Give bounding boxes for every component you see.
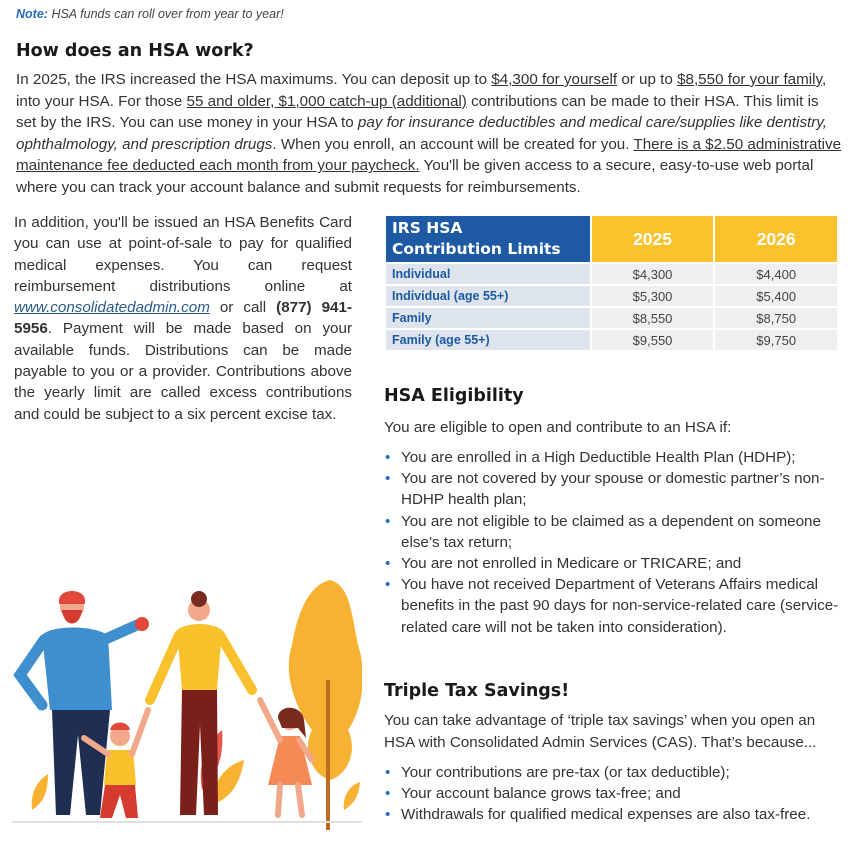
row-label: Individual (age 55+): [386, 286, 590, 306]
col-header-2026: 2026: [715, 216, 837, 262]
uses-text: pay for insurance deductibles and medical care/supplies like dentistry, ophthalmology, and prescription drugs: [16, 114, 828, 153]
table-header-row: [386, 216, 837, 262]
how-text: In 2025, the IRS increased the HSA maximums. You can deposit up to: [16, 71, 492, 88]
row-label: Family: [386, 308, 590, 328]
how-text: You'll be given access to a secure, easy-to-use web portal where you can track your account balance and submit requests for reimbursements.: [16, 157, 814, 196]
col-header-2025: 2025: [592, 216, 714, 262]
list-item-text: You are not enrolled in Medicare or TRICARE; and: [401, 555, 742, 573]
bullet-icon: •: [385, 806, 391, 824]
how-text: contributions can be made to their HSA. This limit is set by the IRS. You can use money in your HSA to: [16, 92, 819, 132]
list-item-text: You are enrolled in a High Deductible Health Plan (HDHP);: [401, 449, 796, 466]
catchup-text: 55 and older, $1,000 catch-up (additional): [186, 92, 467, 110]
bullet-icon: •: [385, 512, 391, 530]
row-label: Family (age 55+): [386, 330, 590, 350]
triple-list: [384, 762, 846, 826]
table-row: [386, 286, 837, 306]
addition-paragraph: [14, 212, 352, 425]
list-item-text: You are not covered by your spouse or domestic partner’s non-HDHP health plan;: [401, 470, 825, 509]
contribution-limits-table: [384, 214, 839, 352]
note-text: HSA funds can roll over from year to year!: [51, 7, 284, 21]
addition-text: . Payment will be made based on your available funds. Distributions can be made payable to you or a provider. Contributions above the yearly limit are called excess contributions and could be subject to a six percent excise tax.: [14, 320, 352, 423]
bullet-icon: •: [385, 764, 391, 781]
addition-text: or call: [209, 299, 277, 317]
bullet-icon: •: [385, 555, 391, 573]
phone-number: (877) 941-5956: [14, 299, 352, 338]
list-item: [384, 804, 846, 825]
list-item: [384, 468, 842, 510]
list-item: [384, 511, 842, 553]
cell-2025: $9,550: [592, 330, 714, 350]
list-item: [384, 447, 842, 468]
list-item: [384, 574, 842, 638]
table-row: [386, 308, 837, 328]
table-row: [386, 330, 837, 350]
note: [16, 7, 284, 21]
cell-2025: $4,300: [592, 264, 714, 284]
bullet-icon: •: [385, 576, 391, 594]
triple-intro: You can take advantage of ‘triple tax savings’ when you open an HSA with Consolidated Admin Services (CAS). That’s because...: [384, 712, 817, 751]
cell-2026: $4,400: [715, 264, 837, 284]
website-link[interactable]: www.consolidatedadmin.com: [14, 299, 210, 317]
table-title: [386, 216, 590, 262]
triple-heading: Triple Tax Savings!: [384, 681, 570, 701]
table-row: [386, 264, 837, 284]
list-item-text: You are not eligible to be claimed as a dependent on someone else’s tax return;: [401, 512, 821, 551]
list-item-text: Withdrawals for qualified medical expenses are also tax-free.: [401, 806, 811, 824]
cell-2026: $5,400: [715, 286, 837, 306]
cell-2025: $8,550: [592, 308, 714, 328]
bullet-icon: •: [385, 449, 391, 466]
how-heading: How does an HSA work?: [16, 41, 254, 61]
list-item-text: Your contributions are pre-tax (or tax deductible);: [401, 764, 730, 781]
list-item: [384, 762, 846, 783]
eligibility-heading: HSA Eligibility: [384, 386, 524, 406]
list-item: [384, 553, 842, 574]
row-label: Individual: [386, 264, 590, 284]
bullet-icon: •: [385, 785, 391, 803]
addition-text: In addition, you'll be issued an HSA Benefits Card you can use at point-of-sale to pay for qualified medical expenses. You can request reimbursement distributions online at: [14, 214, 352, 295]
how-text: . When you enroll, an account will be created for you.: [272, 135, 634, 153]
family-illustration-icon: [12, 560, 362, 835]
cell-2025: $5,300: [592, 286, 714, 306]
how-paragraph: [16, 69, 842, 199]
family-limit-text: $8,550 for your family: [677, 71, 822, 88]
list-item: [384, 783, 846, 804]
individual-limit-text: $4,300 for yourself: [491, 71, 618, 88]
table-title-line2: Contribution Limits: [392, 240, 561, 258]
list-item-text: Your account balance grows tax-free; and: [401, 785, 681, 803]
how-text: , into your HSA. For those: [16, 71, 827, 110]
list-item-text: You have not received Department of Veterans Affairs medical benefits in the past 90 days for non-service-related care (service-related care will not be taken into consideration).: [401, 576, 839, 636]
bullet-icon: •: [385, 470, 391, 488]
eligibility-list: [384, 447, 842, 638]
fee-text: There is a $2.50 administrative maintenance fee deducted each month from your paycheck.: [16, 135, 842, 175]
cell-2026: $8,750: [715, 308, 837, 328]
cell-2026: $9,750: [715, 330, 837, 350]
eligibility-intro: You are eligible to open and contribute to an HSA if:: [384, 419, 732, 436]
table-title-line1: IRS HSA: [392, 219, 463, 237]
note-label: Note:: [16, 7, 48, 21]
how-text: or up to: [617, 71, 678, 88]
